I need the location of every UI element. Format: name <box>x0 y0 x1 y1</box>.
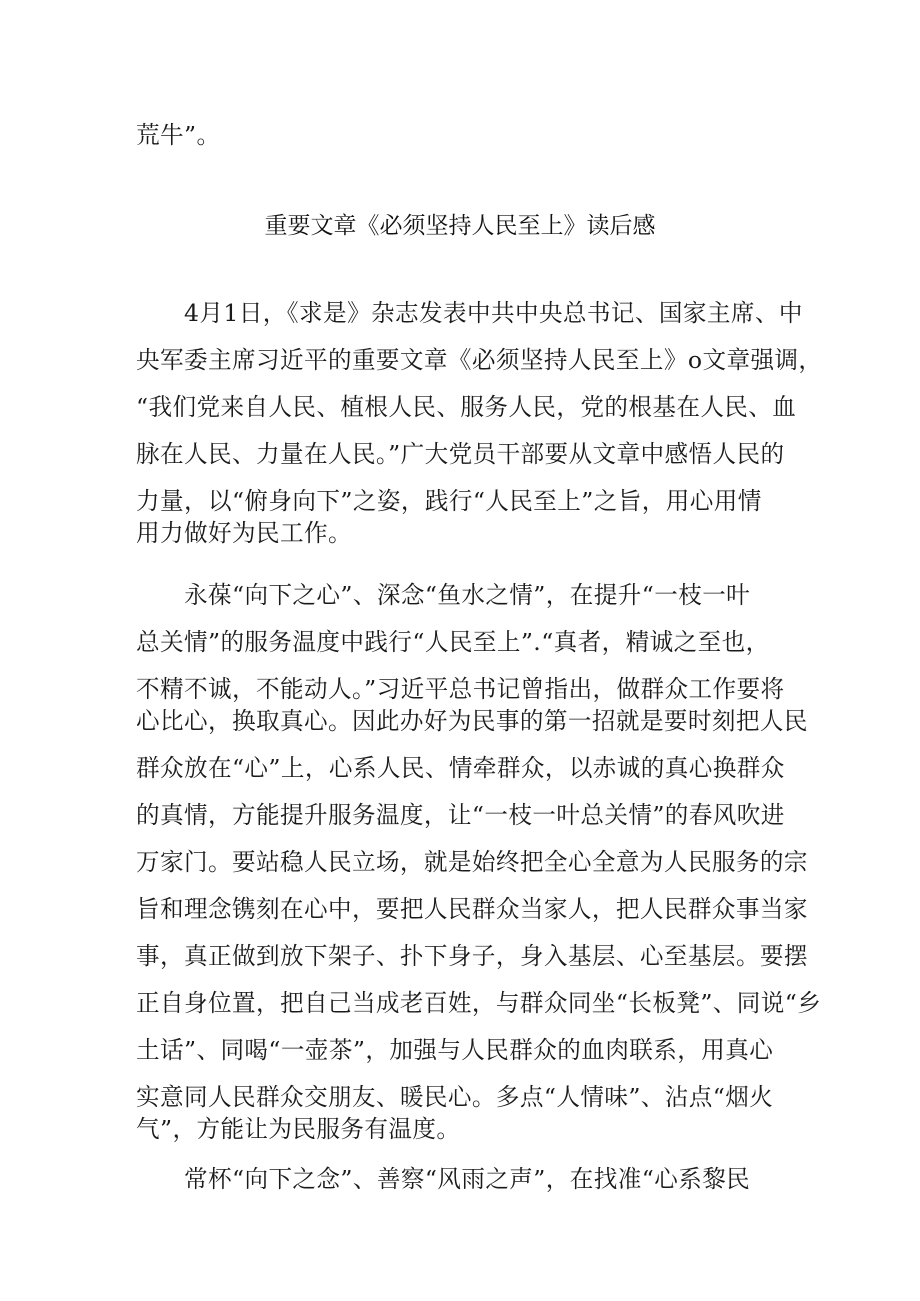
paragraph-line: 用力做好为民工作。 <box>136 519 352 547</box>
paragraph-line: 群众放在“心”上，心系人民、情牵群众，以赤诚的真心换群众 <box>136 754 785 782</box>
carryover-line: 荒牛”。 <box>136 121 221 149</box>
paragraph-line: 常杯“向下之念”、善察“风雨之声”，在找准“心系黎民 <box>184 1165 751 1193</box>
paragraph-line: 脉在人民、力量在人民。”广大党员干部要从文章中感悟人民的 <box>136 440 785 468</box>
paragraph-line: 的真情，方能提升服务温度，让“一枝一叶总关情”的春风吹进 <box>136 801 785 829</box>
paragraph-line: 气”，方能让为民服务有温度。 <box>136 1115 461 1143</box>
paragraph-line: 央军委主席习近平的重要文章《必须坚持人民至上》o文章强调， <box>136 346 823 374</box>
paragraph-line: 永葆“向下之心”、深念“鱼水之情”，在提升“一枝一叶 <box>184 581 751 609</box>
paragraph-line: 土话”、同喝“一壶茶”，加强与人民群众的血肉联系，用真心 <box>136 1036 774 1064</box>
paragraph-line: 正自身位置，把自己当成老百姓，与群众同坐“长板凳”、同说“乡 <box>136 989 822 1017</box>
paragraph-line: 事，真正做到放下架子、扑下身子，身入基层、心至基层。要摆 <box>136 942 808 970</box>
paragraph-line: 实意同人民群众交朋友、暖民心。多点“人情味”、沾点“烟火 <box>136 1083 774 1111</box>
paragraph-line: 总关情”的服务温度中践行“人民至上”.“真者，精诚之至也， <box>136 628 770 656</box>
paragraph-line: 心比心，换取真心。因此办好为民事的第一招就是要时刻把人民 <box>136 707 808 735</box>
paragraph-line: 4月1日，《求是》杂志发表中共中央总书记、国家主席、中 <box>184 299 803 327</box>
paragraph-line: “我们党来自人民、植根人民、服务人民，党的根基在人民、血 <box>136 393 797 421</box>
paragraph-line: 力量，以“俯身向下”之姿，践行“人民至上”之旨，用心用情 <box>136 487 762 515</box>
paragraph-line: 万家门。要站稳人民立场，就是始终把全心全意为人民服务的宗 <box>136 848 808 876</box>
paragraph-line: 旨和理念镌刻在心中，要把人民群众当家人，把人民群众事当家 <box>136 895 808 923</box>
article-title: 重要文章《必须坚持人民至上》读后感 <box>264 213 656 239</box>
paragraph-line: 不精不诚，不能动人。”习近平总书记曾指出，做群众工作要将 <box>136 675 785 703</box>
